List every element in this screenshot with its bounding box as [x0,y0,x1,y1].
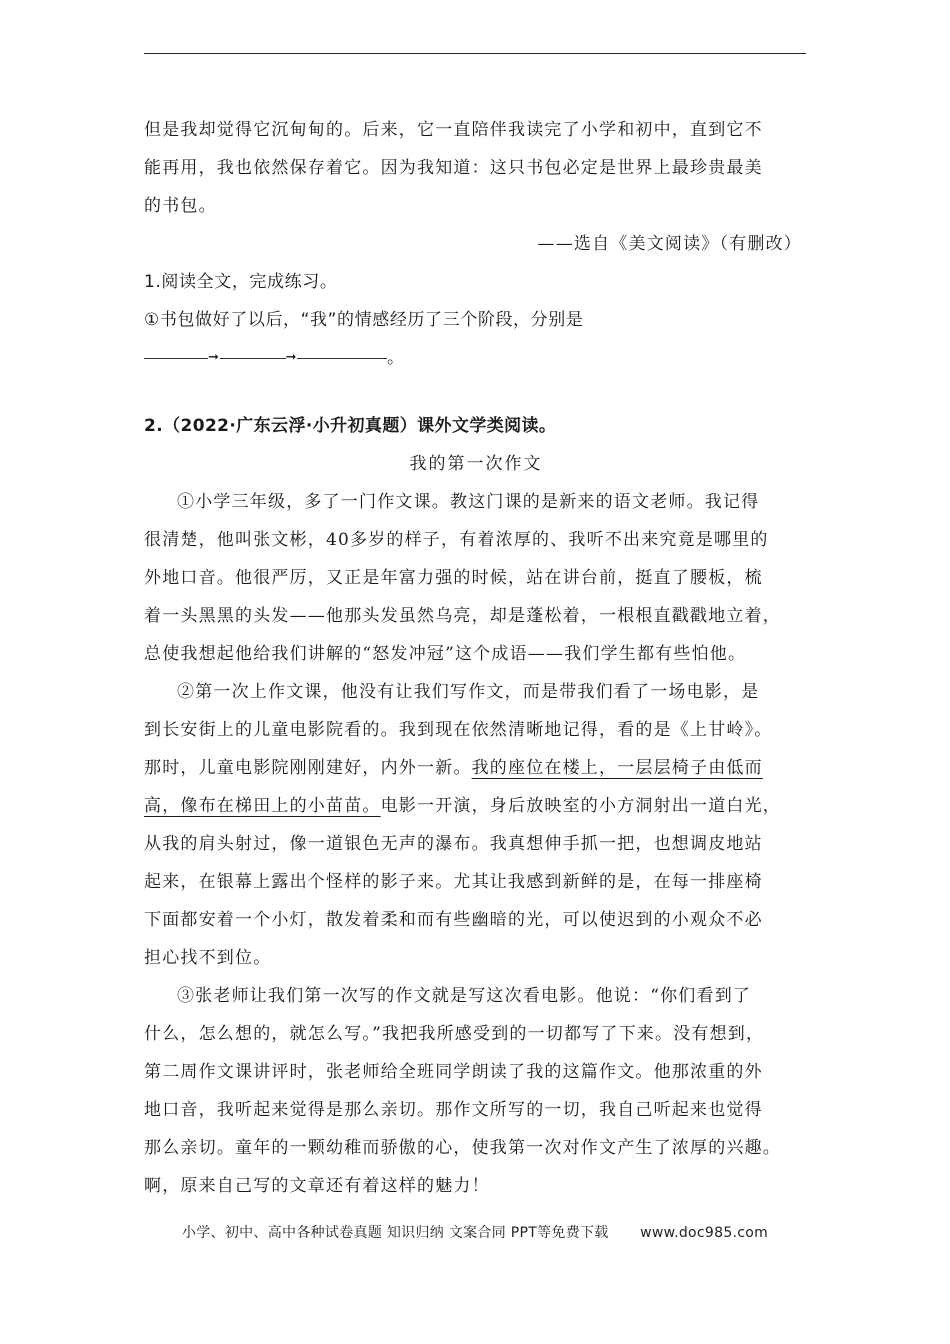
paragraph-line: 着一头黑黑的头发——他那头发虽然乌亮，却是蓬松着，一根根直戳戳地立着， [144,606,781,626]
article-paragraph-1 [144,483,808,673]
paragraph-line: ②第一次上作文课，他没有让我们写作文，而是带我们看了一场电影，是 [177,682,760,702]
header-rule [144,53,806,54]
paragraph-line: 从我的肩头射过，像一道银色无声的瀑布。我真想伸手抓一把，也想调皮地站 [144,834,763,854]
article-paragraph-3 [144,977,808,1205]
paragraph-line: 那么亲切。童年的一颗幼稚而骄傲的心，使我第一次对作文产生了浓厚的兴趣。 [144,1138,781,1158]
underlined-sentence: 高，像布在梯田上的小苗苗。 [144,796,381,816]
paragraph-text: 电影一开演，身后放映室的小方洞射出一道白光， [380,796,782,816]
question-2-title: 2.（2022·广东云浮·小升初真题）课外文学类阅读。 [144,416,557,436]
page-footer [0,1222,950,1242]
paragraph-line: 下面都安着一个小灯，散发着柔和而有些幽暗的光，可以使迟到的小观众不必 [144,910,763,930]
article-title: 我的第一次作文 [409,454,543,474]
paragraph-line: 很清楚，他叫张文彬，40多岁的样子，有着浓厚的、我听不出来究竟是哪里的 [144,530,769,550]
underlined-sentence: 我的座位在楼上，一层层椅子由低而 [471,758,763,778]
paragraph-line: ①小学三年级，多了一门作文课。教这门课的是新来的语文老师。我记得 [177,492,760,512]
article-paragraph-2 [144,673,808,977]
paragraph-line: 啊，原来自己写的文章还有着这样的魅力！ [144,1176,490,1196]
arrow-icon: ➞ [208,350,220,365]
question-2 [144,407,808,1205]
paragraph-line: 担心找不到位。 [144,948,272,968]
paragraph-line: 什么，怎么想的，就怎么写。”我把我所感受到的一切都写了下来。没有想到， [144,1024,765,1044]
question-1-title: 1.阅读全文，完成练习。 [144,272,338,292]
passage-line: 的书包。 [144,196,217,216]
passage-source: ——选自《美文阅读》（有删改） [537,234,802,254]
paragraph-line: 总使我想起他给我们讲解的“怒发冲冠”这个成语——我们学生都有些怕他。 [144,644,747,664]
paragraph-line [144,749,808,787]
paragraph-line: 起来，在银幕上露出个怪样的影子来。尤其让我感到新鲜的是，在每一排座椅 [144,872,763,892]
footer-text: 小学、初中、高中各种试卷真题 知识归纳 文案合同 PPT等免费下载 [181,1225,609,1241]
passage-continuation [144,111,808,263]
paragraph-line: 到长安街上的儿童电影院看的。我到现在依然清晰地记得，看的是《上甘岭》。 [144,720,773,740]
paragraph-line: ③张老师让我们第一次写的作文就是写这次看电影。他说：“你们看到了 [177,986,752,1006]
paragraph-line: 地口音，我听起来觉得是那么亲切。那作文所写的一切，我自己听起来也觉得 [144,1100,763,1120]
answer-blanks [144,339,808,377]
answer-blank-3[interactable] [297,357,387,359]
passage-line: 但是我却觉得它沉甸甸的。后来，它一直陪伴我读完了小学和初中，直到它不 [144,120,763,140]
answer-blank-1[interactable] [144,357,208,359]
paragraph-line [144,787,808,825]
passage-line: 能再用，我也依然保存着它。因为我知道：这只书包必定是世界上最珍贵最美 [144,158,763,178]
question-1-item-1: ①书包做好了以后，“我”的情感经历了三个阶段，分别是 [144,310,584,330]
paragraph-line: 外地口音。他很严厉，又正是年富力强的时候，站在讲台前，挺直了腰板，梳 [144,568,763,588]
answer-blank-2[interactable] [220,357,286,359]
answer-period: 。 [387,348,405,368]
paragraph-text: 那时，儿童电影院刚刚建好，内外一新。 [144,758,472,778]
question-1 [144,263,808,377]
arrow-icon: ➞ [285,350,297,365]
paragraph-line: 第二周作文课讲评时，张老师给全班同学朗读了我的这篇作文。他那浓重的外 [144,1062,763,1082]
footer-link[interactable]: www.doc985.com [640,1225,769,1241]
